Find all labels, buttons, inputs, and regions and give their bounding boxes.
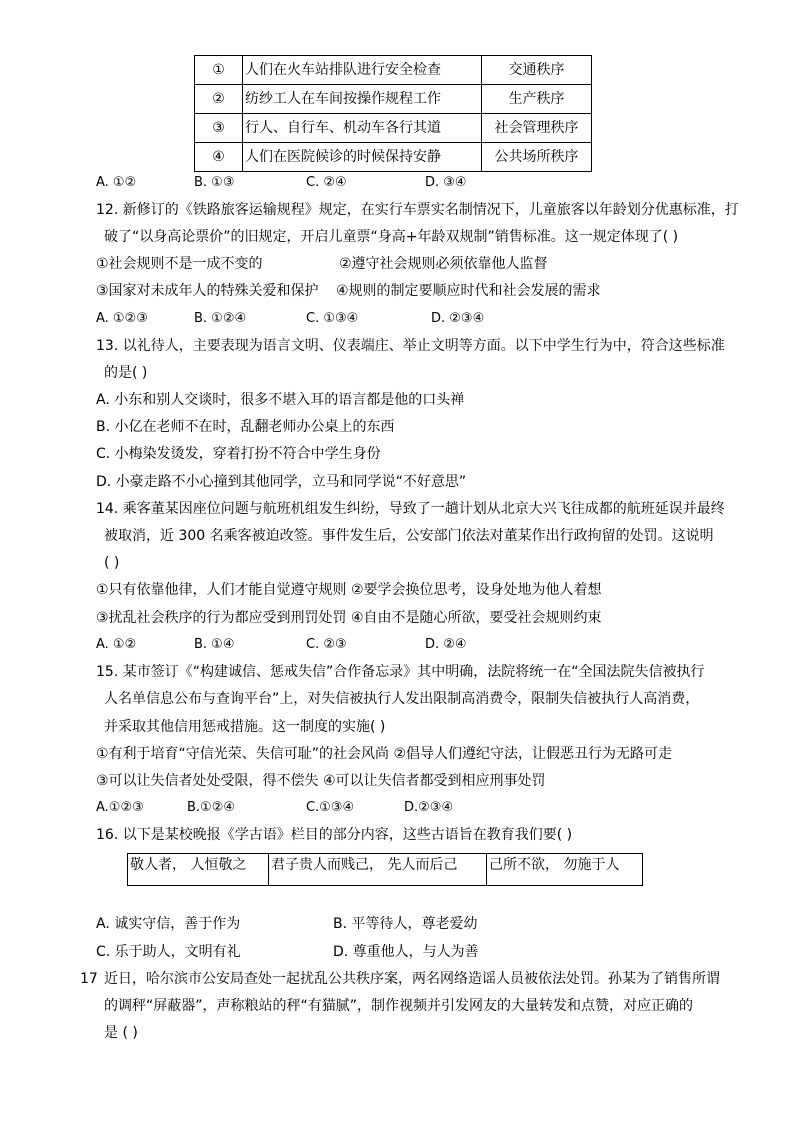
q15-statements-line-2: ③可以让失信者处处受限，得不偿失 ④可以让失信者都受到相应刑事处罚 bbox=[96, 773, 546, 789]
quote-cell: 敬人者， 人恒敬之 bbox=[128, 854, 269, 886]
q13-option-d: D. 小豪走路不小心撞到其他同学，立马和同学说“不好意思” bbox=[96, 474, 467, 490]
q16-option-b: B. 平等待人，尊老爱幼 bbox=[333, 916, 478, 932]
q15-option-b: B.①②④ bbox=[187, 800, 236, 815]
q12-option-a: A. ①②③ bbox=[96, 311, 148, 326]
row-description: 人们在医院候诊的时候保持安静 bbox=[243, 143, 482, 172]
q12-stem-line-1: 12. 新修订的《铁路旅客运输规程》规定，在实行车票实名制情况下，儿童旅客以年龄划分优惠标准，打 bbox=[96, 202, 739, 218]
row-category: 交通秩序 bbox=[482, 56, 592, 85]
row-category: 社会管理秩序 bbox=[482, 114, 592, 143]
table-row bbox=[195, 56, 592, 85]
q11-table bbox=[194, 55, 592, 172]
q14-stem-line-2: 被取消，近 300 名乘客被迫改签。事件发生后，公安部门依法对董某作出行政拘留的处罚。这说明 bbox=[104, 528, 714, 544]
table-row bbox=[195, 85, 592, 114]
q12-option-c: C. ①③④ bbox=[306, 311, 359, 326]
q16-option-a: A. 诚实守信，善于作为 bbox=[96, 916, 241, 932]
q15-stem-line-2: 人名单信息公布与查询平台”上，对失信被执行人发出限制高消费令，限制失信被执行人高消费， bbox=[104, 691, 700, 707]
row-category: 公共场所秩序 bbox=[482, 143, 592, 172]
q17-stem-line-1: 近日，哈尔滨市公安局查处一起扰乱公共秩序案，两名网络造谣人员被依法处罚。孙某为了销售所谓 bbox=[104, 971, 720, 987]
q14-stem-line-3: ( ) bbox=[104, 555, 120, 571]
q16-quote-table bbox=[127, 853, 643, 886]
row-category: 生产秩序 bbox=[482, 85, 592, 114]
q15-stem-line-1: 15. 某市签订《“构建诚信、惩戒失信”合作备忘录》其中明确，法院将统一在“全国法院失信被执行 bbox=[96, 664, 705, 680]
q13-option-b: B. 小亿在老师不在时，乱翻老师办公桌上的东西 bbox=[96, 419, 395, 435]
q13-option-a: A. 小东和别人交谈时，很多不堪入耳的语言都是他的口头禅 bbox=[96, 392, 465, 408]
q11-option-c: C. ②④ bbox=[306, 175, 347, 190]
q17-stem-line-3: 是 ( ) bbox=[104, 1025, 138, 1041]
q15-stem-line-3: 并采取其他信用惩戒措施。这一制度的实施( ) bbox=[104, 719, 386, 735]
quote-cell: 君子贵人而贱己， 先人而后己 bbox=[269, 854, 487, 886]
row-description: 纺纱工人在车间按操作规程工作 bbox=[243, 85, 482, 114]
q14-option-b: B. ①④ bbox=[194, 637, 235, 652]
q15-option-c: C.①③④ bbox=[306, 800, 355, 815]
q12-statement-1: ①社会规则不是一成不变的 bbox=[96, 256, 263, 272]
q14-stem-line-1: 14. 乘客董某因座位问题与航班机组发生纠纷，导致了一趟计划从北京大兴飞往成都的航班延误并最终 bbox=[96, 501, 725, 517]
q15-option-d: D.②③④ bbox=[404, 800, 454, 815]
table-row bbox=[128, 854, 643, 886]
q14-option-c: C. ②③ bbox=[306, 637, 347, 652]
q12-option-b: B. ①②④ bbox=[194, 311, 247, 326]
q12-stem-line-2: 破了“以身高论票价”的旧规定，开启儿童票“身高+年龄双规制”销售标准。这一规定体现了( ) bbox=[104, 229, 679, 245]
q17-stem-line-2: 的调秤“屏蔽器”，声称粮站的秤“有猫腻”，制作视频并引发网友的大量转发和点赞，对应正确的 bbox=[104, 998, 694, 1014]
q14-option-a: A. ①② bbox=[96, 637, 137, 652]
q13-stem-line-2: 的是( ) bbox=[104, 365, 148, 381]
q11-option-b: B. ①③ bbox=[194, 175, 235, 190]
q12-statement-2: ②遵守社会规则必须依靠他人监督 bbox=[339, 256, 548, 272]
q12-statement-3: ③国家对未成年人的特殊关爱和保护 bbox=[96, 283, 319, 299]
q14-statements-line-1: ①只有依靠他律，人们才能自觉遵守规则 ②要学会换位思考，设身处地为他人着想 bbox=[96, 582, 602, 598]
q16-option-c: C. 乐于助人，文明有礼 bbox=[96, 944, 241, 960]
row-number: ① bbox=[195, 56, 243, 85]
q11-option-a: A. ①② bbox=[96, 175, 137, 190]
q16-option-d: D. 尊重他人，与人为善 bbox=[333, 944, 479, 960]
q16-stem-line-1: 16. 以下是某校晚报《学古语》栏目的部分内容，这些古语旨在教育我们要( ) bbox=[96, 827, 573, 843]
table-row bbox=[195, 143, 592, 172]
row-number: ③ bbox=[195, 114, 243, 143]
q15-statements-line-1: ①有利于培育“守信光荣、失信可耻”的社会风尚 ②倡导人们遵纪守法，让假恶丑行为无路可走 bbox=[96, 746, 673, 762]
q12-statement-4: ④规则的制定要顺应时代和社会发展的需求 bbox=[336, 283, 601, 299]
q14-statements-line-2: ③扰乱社会秩序的行为都应受到刑罚处罚 ④自由不是随心所欲，要受社会规则约束 bbox=[96, 610, 602, 626]
quote-cell: 己所不欲， 勿施于人 bbox=[487, 854, 643, 886]
row-number: ② bbox=[195, 85, 243, 114]
row-description: 人们在火车站排队进行安全检查 bbox=[243, 56, 482, 85]
q13-option-c: C. 小梅染发烫发，穿着打扮不符合中学生身份 bbox=[96, 446, 381, 462]
table-row bbox=[195, 114, 592, 143]
row-description: 行人、自行车、机动车各行其道 bbox=[243, 114, 482, 143]
q15-option-a: A.①②③ bbox=[96, 800, 144, 815]
q12-option-d: D. ②③④ bbox=[431, 311, 485, 326]
q11-option-d: D. ③④ bbox=[425, 175, 467, 190]
q13-stem-line-1: 13. 以礼待人，主要表现为语言文明、仪表端庄、举止文明等方面。以下中学生行为中，符合这些标准 bbox=[96, 338, 725, 354]
row-number: ④ bbox=[195, 143, 243, 172]
q14-option-d: D. ②④ bbox=[425, 637, 467, 652]
q17-number: 17 bbox=[80, 971, 98, 987]
